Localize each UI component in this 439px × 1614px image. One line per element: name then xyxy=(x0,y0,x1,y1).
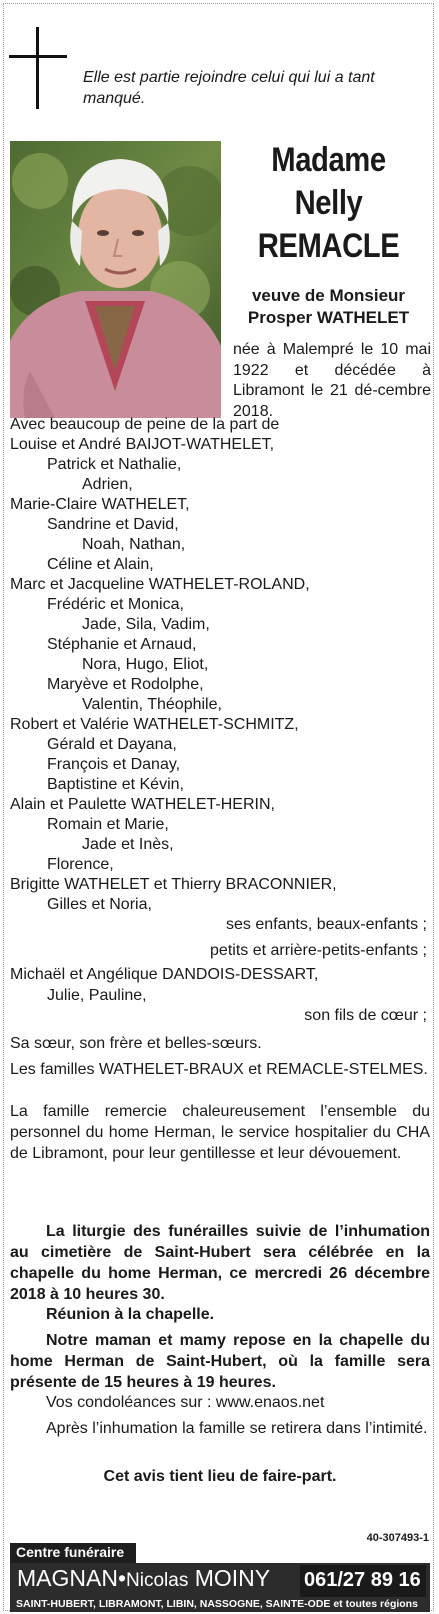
brand-separator: • xyxy=(117,1565,127,1591)
family-member-line: Maryève et Rodolphe, xyxy=(47,676,204,693)
family-member-line: Frédéric et Monica, xyxy=(47,596,184,613)
family-member-line: Avec beaucoup de peine de la part de xyxy=(10,416,280,433)
after-paragraph: Après l’inhumation la famille se retirera dans l’intimité. xyxy=(46,1420,428,1437)
owner-last-name: MOINY xyxy=(194,1565,271,1591)
family-member-line: François et Danay, xyxy=(47,756,181,773)
epitaph-quote: Elle est partie rejoindre celui qui lui a tant manqué. xyxy=(83,69,375,107)
funeral-home-brand xyxy=(17,1565,270,1592)
funeral-home-tab-label: Centre funéraire xyxy=(16,1544,125,1560)
notice-line: Cet avis tient lieu de faire-part. xyxy=(103,1468,337,1485)
deceased-name xyxy=(240,139,416,268)
name-title: Madame xyxy=(271,141,386,179)
rest-paragraph: Notre maman et mamy repose en la chapelle du home Herman de Saint-Hubert, où la famille sera présente de 15 heures à 19 heures. xyxy=(10,1332,430,1391)
family-member-line: Baptistine et Kévin, xyxy=(47,776,184,793)
family-member-line: Céline et Alain, xyxy=(47,556,154,573)
families-line: Les familles WATHELET-BRAUX et REMACLE-STELMES. xyxy=(10,1061,428,1078)
family-member-line: Valentin, Théophile, xyxy=(82,696,222,713)
widow-line-1: veuve de Monsieur xyxy=(251,286,406,305)
siblings-line: Sa sœur, son frère et belles-sœurs. xyxy=(10,1035,262,1052)
family2-line: Julie, Pauline, xyxy=(47,987,147,1004)
family-member-line: Robert et Valérie WATHELET-SCHMITZ, xyxy=(10,716,299,733)
family-member-line: Alain et Paulette WATHELET-HERIN, xyxy=(10,796,275,813)
role-son: son fils de cœur ; xyxy=(304,1007,427,1024)
family2-line: Michaël et Angélique DANDOIS-DESSART, xyxy=(10,966,319,983)
name-first: Nelly xyxy=(294,184,363,222)
cross-icon-bar xyxy=(9,55,67,58)
family-member-line: Stéphanie et Arnaud, xyxy=(47,636,197,653)
condolences-paragraph: Vos condoléances sur : www.enaos.net xyxy=(46,1394,325,1411)
family-member-line: Gérald et Dayana, xyxy=(47,736,177,753)
family-member-line: Sandrine et David, xyxy=(47,516,179,533)
widow-line-2: Prosper WATHELET xyxy=(247,308,410,327)
role-grandchildren: petits et arrière-petits-enfants ; xyxy=(210,942,427,959)
family-member-line: Marc et Jacqueline WATHELET-ROLAND, xyxy=(10,576,310,593)
owner-first-name: Nicolas xyxy=(126,1570,189,1591)
funeral-home-towns: SAINT-HUBERT, LIBRAMONT, LIBIN, NASSOGNE, SAINTE-ODE et toutes régions xyxy=(10,1598,430,1612)
family-member-line: Romain et Marie, xyxy=(47,816,169,833)
name-last: REMACLE xyxy=(257,227,400,265)
birth-death-text: née à Malempré le 10 mai 1922 et décédée à Libramont le 21 dé-cembre 2018. xyxy=(233,341,431,420)
cross-icon xyxy=(36,27,39,109)
brand-name: MAGNAN xyxy=(17,1565,118,1591)
reference-number: 40-307493-1 xyxy=(366,1532,429,1544)
thanks-paragraph: La famille remercie chaleureusement l’ensemble du personnel du home Herman, le service hospitalier du CHA de Libramont, pour leur gentillesse et leur dévouement. xyxy=(10,1103,430,1162)
portrait-photo xyxy=(10,141,221,418)
family-member-line: Brigitte WATHELET et Thierry BRACONNIER, xyxy=(10,876,337,893)
widow-of xyxy=(226,285,431,329)
family-member-line: Noah, Nathan, xyxy=(82,536,186,553)
family-member-line: Florence, xyxy=(47,856,114,873)
family-member-line: Gilles et Noria, xyxy=(47,896,152,913)
family-member-line: Louise et André BAIJOT-WATHELET, xyxy=(10,436,275,453)
family-member-line: Jade, Sila, Vadim, xyxy=(82,616,210,633)
family-member-line: Adrien, xyxy=(82,476,133,493)
family-member-line: Marie-Claire WATHELET, xyxy=(10,496,190,513)
family-member-line: Jade et Inès, xyxy=(82,836,174,853)
family-member-line: Patrick et Nathalie, xyxy=(47,456,182,473)
family-member-line: Nora, Hugo, Eliot, xyxy=(82,656,209,673)
role-children: ses enfants, beaux-enfants ; xyxy=(225,916,427,933)
liturgy-paragraph: La liturgie des funérailles suivie de l’inhumation au cimetière de Saint-Hubert sera célébrée en la chapelle du home Herman, ce mercredi 26 décembre 2018 à 10 heures 30. xyxy=(10,1223,430,1303)
meeting-paragraph: Réunion à la chapelle. xyxy=(46,1306,215,1323)
funeral-home-phone: 061/27 89 16 xyxy=(304,1569,421,1591)
